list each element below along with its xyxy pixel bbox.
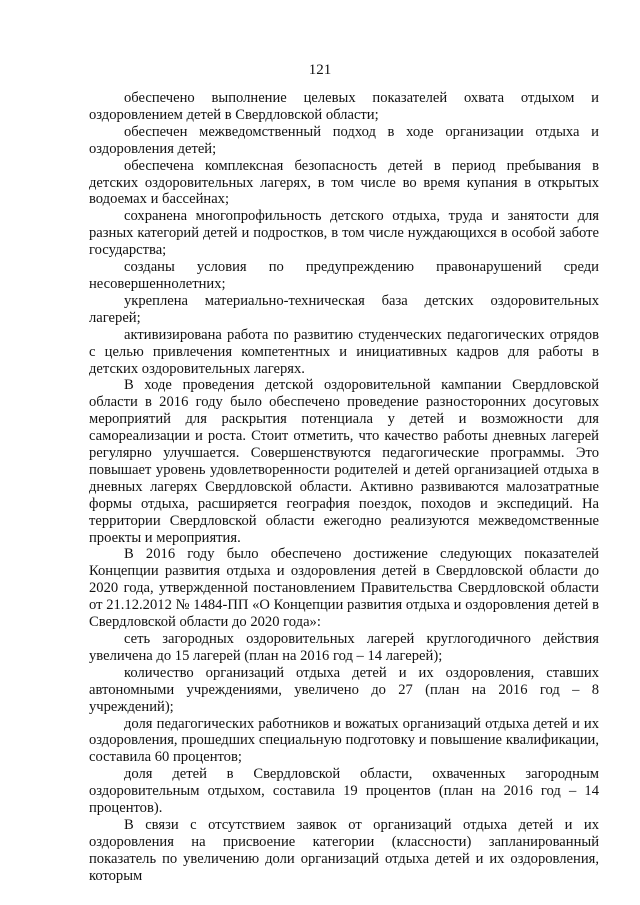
paragraph-1: обеспечено выполнение целевых показателей охвата отдыхом и оздоровлением детей в Свердловской области; xyxy=(89,90,599,123)
body-text xyxy=(89,90,599,885)
paragraph-11: количество организаций отдыха детей и их оздоровления, ставших автономными учреждениями, увеличено до 27 (план на 2016 год – 8 учреждений); xyxy=(89,664,599,715)
paragraph-8: В ходе проведения детской оздоровительной кампании Свердловской области в 2016 году было обеспечено проведение разносторонних досуговых мероприятий для раскрытия потенциала у детей и возможности для самореализации и роста. Стоит отметить, что качество работы дневных лагерей регулярно улучшается. Совершенствуются педагогические программы. Это повышает уровень удовлетворенности родителей и детей организацией отдыха в дневных лагерях Свердловской области. Активно развиваются малозатратные формы отдыха, расширяется география поездок, походов и экспедиций. На территории Свердловской области ежегодно реализуются межведомственные проекты и мероприятия. xyxy=(89,377,599,546)
paragraph-7: активизирована работа по развитию студенческих педагогических отрядов с целью привлечения компетентных и инициативных кадров для работы в детских оздоровительных лагерях. xyxy=(89,326,599,377)
paragraph-3: обеспечена комплексная безопасность детей в период пребывания в детских оздоровительных лагерях, в том числе во время купания в открытых водоемах и бассейнах; xyxy=(89,157,599,208)
paragraph-2: обеспечен межведомственный подход в ходе организации отдыха и оздоровления детей; xyxy=(89,123,599,157)
paragraph-6: укреплена материально-техническая база детских оздоровительных лагерей; xyxy=(89,292,599,326)
paragraph-12: доля педагогических работников и вожатых организаций отдыха детей и их оздоровления, прошедших специальную подготовку и повышение квалификации, составила 60 процентов; xyxy=(89,715,599,766)
paragraph-10: сеть загородных оздоровительных лагерей круглогодичного действия увеличена до 15 лагерей (план на 2016 год – 14 лагерей); xyxy=(89,631,599,664)
paragraph-4: сохранена многопрофильность детского отдыха, труда и занятости для разных категорий детей и подростков, в том числе нуждающихся в особой заботе государства; xyxy=(89,208,599,259)
page-number: 121 xyxy=(308,62,332,78)
paragraph-5: созданы условия по предупреждению правонарушений среди несовершеннолетних; xyxy=(89,259,599,292)
paragraph-13: доля детей в Свердловской области, охваченных загородным оздоровительным отдыхом, составила 19 процентов (план на 2016 год – 14 процентов). xyxy=(89,766,599,817)
paragraph-14: В связи с отсутствием заявок от организаций отдыха детей и их оздоровления на присвоение категории (классности) запланированный показатель по увеличению доли организаций отдыха детей и их оздоровления, которым xyxy=(89,816,599,884)
paragraph-9: В 2016 году было обеспечено достижение следующих показателей Концепции развития отдыха и оздоровления детей в Свердловской области до 2020 года, утвержденной постановлением Правительства Свердловской области от 21.12.2012 № 1484-ПП «О Концепции развития отдыха и оздоровления детей в Свердловской области до 2020 года»: xyxy=(89,546,599,631)
